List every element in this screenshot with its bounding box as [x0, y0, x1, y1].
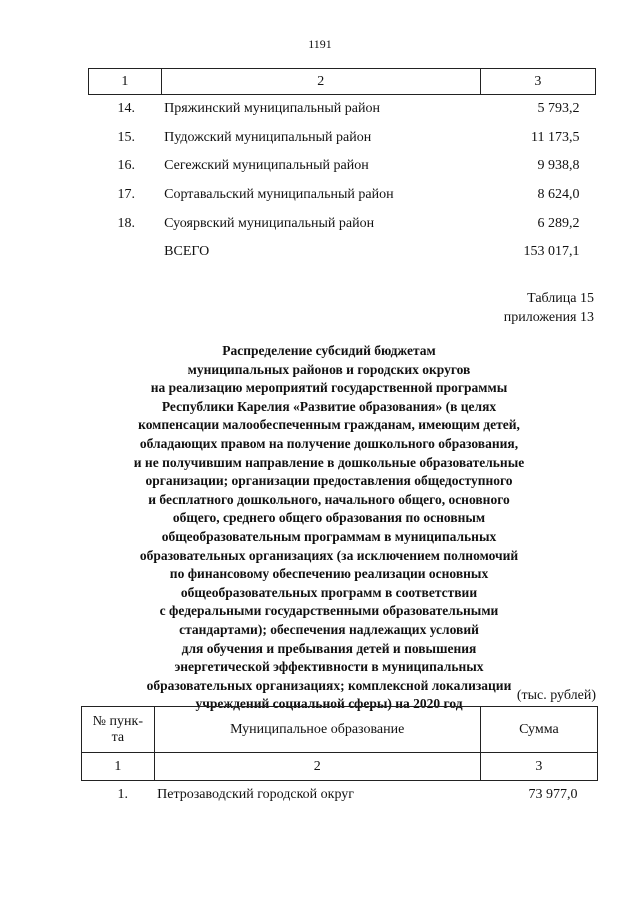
- document-title: [90, 342, 568, 714]
- row-value: 6 289,2: [537, 215, 580, 231]
- title-line: общеобразовательных программ в соответствии: [180, 584, 478, 600]
- table-number: Таблица 15: [527, 291, 594, 306]
- title-line: по финансовому обеспечению реализации основных: [169, 566, 489, 582]
- row-value: 73 977,0: [528, 787, 578, 803]
- table-caption: [504, 289, 594, 327]
- row-number: 14.: [117, 101, 135, 117]
- row-name: Петрозаводский городской округ: [157, 787, 355, 803]
- column-number-1: 1: [89, 69, 162, 95]
- table-row: [89, 181, 596, 210]
- continued-table: [88, 68, 596, 267]
- title-line: Распределение субсидий бюджетам: [222, 343, 436, 358]
- row-name: Суоярвский муниципальный район: [164, 215, 375, 231]
- title-line: стандартами); обеспечения надлежащих условий: [179, 621, 479, 637]
- title-line: обладающих правом на получение дошкольного образования,: [139, 435, 519, 451]
- subsidy-table: [81, 706, 598, 810]
- page-number: 1191: [308, 37, 332, 51]
- column-header-municipality: Муниципальное образование: [154, 707, 480, 753]
- column-number-3: 3: [480, 753, 597, 781]
- title-line: общеобразовательным программам в муниципальных: [161, 528, 497, 544]
- column-header-number: [82, 707, 155, 753]
- title-line: образовательных организациях (за исключением полномочий: [139, 547, 519, 563]
- total-label: ВСЕГО: [164, 244, 210, 260]
- table-row: [82, 781, 598, 810]
- row-name: Пудожский муниципальный район: [164, 129, 372, 145]
- column-header-sum: Сумма: [480, 707, 597, 753]
- row-number: 16.: [117, 158, 135, 174]
- title-line: для обучения и пребывания детей и повышения: [181, 640, 477, 656]
- title-line: Республики Карелия «Развитие образования» (в целях: [161, 398, 497, 414]
- title-line: и не получившим направление в дошкольные образовательные: [133, 454, 525, 470]
- row-value: 8 624,0: [537, 187, 580, 203]
- table-row: [89, 152, 596, 181]
- column-header-number-line1: № пунк-: [92, 713, 143, 729]
- row-number: 18.: [117, 215, 135, 231]
- row-name: Сортавальский муниципальный район: [164, 187, 394, 203]
- title-line: организации; организации предоставления общедоступного: [145, 473, 513, 489]
- title-line: и бесплатного дошкольного, начального общего, основного: [148, 491, 510, 507]
- title-line: на реализацию мероприятий государственной программы: [150, 380, 508, 396]
- row-number: 15.: [117, 129, 135, 145]
- column-numbering-row: [89, 69, 596, 95]
- units-label: (тыс. рублей): [516, 688, 596, 703]
- title-line: образовательных организациях; комплексной локализации: [146, 677, 512, 693]
- row-name: Пряжинский муниципальный район: [164, 101, 380, 117]
- row-name: Сегежский муниципальный район: [164, 158, 369, 174]
- title-line: муниципальных районов и городских округов: [187, 361, 471, 377]
- table-header-row: [82, 707, 598, 753]
- column-header-number-line2: та: [111, 729, 125, 745]
- column-number-1: 1: [82, 753, 155, 781]
- table-row: [89, 209, 596, 238]
- appendix-number: приложения 13: [503, 310, 594, 325]
- row-value: 11 173,5: [531, 129, 580, 145]
- title-line: с федеральными государственными образовательными: [159, 603, 499, 619]
- row-number: 1.: [117, 787, 128, 803]
- row-number: [89, 238, 162, 267]
- title-line: учреждений социальной сферы) на 2020 год: [195, 696, 463, 712]
- title-line: энергетической эффективности в муниципальных: [174, 659, 484, 675]
- table-row: [89, 95, 596, 124]
- column-numbering-row: [82, 753, 598, 781]
- row-value: 5 793,2: [537, 101, 580, 117]
- total-row: [89, 238, 596, 267]
- row-number: 17.: [117, 187, 135, 203]
- title-line: общего, среднего общего образования по основным: [172, 510, 486, 526]
- row-value: 9 938,8: [537, 158, 580, 174]
- title-line: компенсации малообеспеченным гражданам, имеющим детей,: [138, 417, 520, 433]
- column-number-3: 3: [480, 69, 595, 95]
- total-value: 153 017,1: [523, 244, 580, 260]
- column-number-2: 2: [161, 69, 480, 95]
- column-number-2: 2: [154, 753, 480, 781]
- table-row: [89, 124, 596, 153]
